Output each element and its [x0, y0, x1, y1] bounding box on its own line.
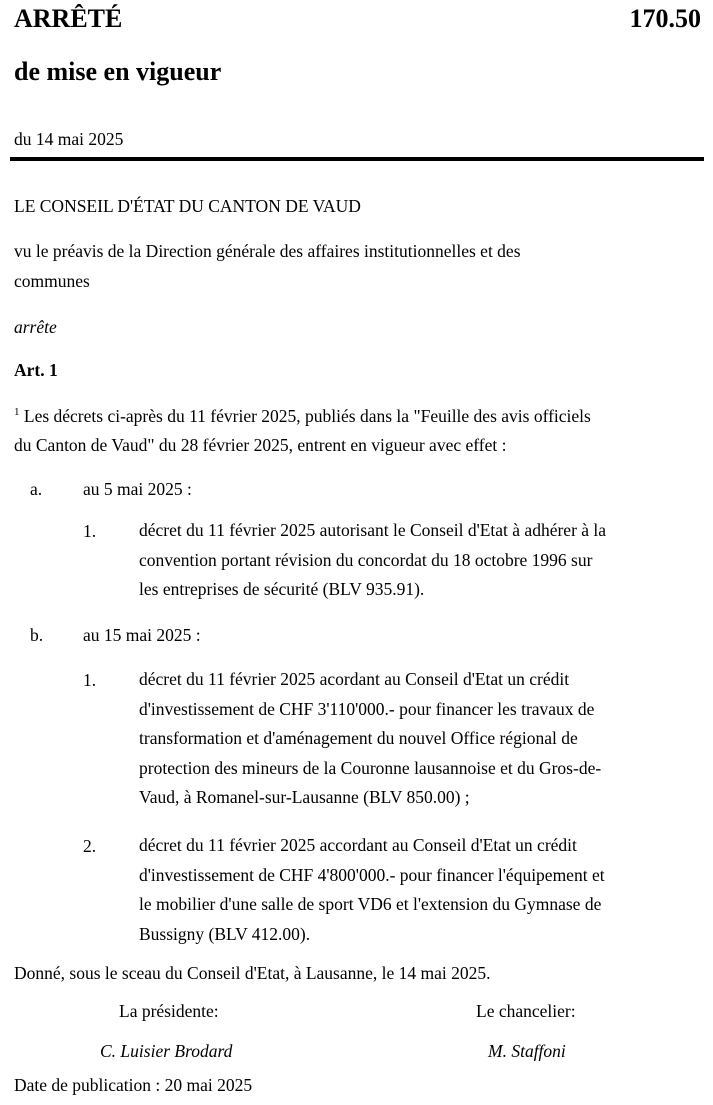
subitem-line: protection des mineurs de la Couronne lausannoise et du Gros-de- — [139, 757, 602, 778]
document-date: du 14 mai 2025 — [14, 129, 124, 149]
subitem-line: convention portant révision du concordat du 18 octobre 1996 sur — [139, 549, 593, 570]
subitem-line: d'investissement de CHF 3'110'000.- pour financer les travaux de — [139, 698, 595, 719]
subitem-line: le mobilier d'une salle de sport VD6 et l'extension du Gymnase de — [139, 894, 602, 914]
subitem-number-a1: 1. — [83, 521, 97, 541]
header-divider — [10, 157, 704, 161]
president-name: C. Luisier Brodard — [100, 1041, 233, 1061]
item-letter-b: b. — [30, 625, 44, 645]
subitem-line: d'investissement de CHF 4'800'000.- pour financer l'équipement et — [139, 864, 605, 885]
paragraph-line-2: du Canton de Vaud" du 28 février 2025, entrent en vigueur avec effet : — [14, 435, 507, 455]
item-heading-b: au 15 mai 2025 : — [83, 625, 201, 645]
subitem-line: décret du 11 février 2025 autorisant le Conseil d'Etat à adhérer à la — [139, 520, 607, 540]
item-letter-a: a. — [30, 479, 43, 499]
preamble-line-1: vu le préavis de la Direction générale des affaires institutionnelles et des — [14, 241, 521, 261]
subitem-text-b2 — [139, 831, 605, 949]
subitem-line: décret du 11 février 2025 accordant au Conseil d'Etat un crédit — [139, 835, 577, 855]
item-heading-a: au 5 mai 2025 : — [83, 479, 192, 499]
article-title: Art. 1 — [14, 360, 58, 380]
chancellor-role: Le chancelier: — [476, 1001, 576, 1021]
subitem-number-b1: 1. — [83, 670, 97, 690]
subitem-line: décret du 11 février 2025 acordant au Conseil d'Etat un crédit — [139, 669, 570, 689]
subitem-text-a1 — [139, 516, 606, 605]
decree-word: arrête — [14, 317, 57, 337]
president-role: La présidente: — [119, 1001, 219, 1021]
paragraph-marker: 1 — [14, 406, 20, 419]
preamble-line-2: communes — [14, 271, 90, 291]
paragraph-line-1 — [14, 401, 591, 431]
issuing-authority: LE CONSEIL D'ÉTAT DU CANTON DE VAUD — [14, 196, 361, 216]
subitem-text-b1 — [139, 665, 601, 813]
paragraph-text-1: Les décrets ci-après du 11 février 2025, publiés dans la "Feuille des avis officiels — [19, 406, 591, 426]
subitem-line: Bussigny (BLV 412.00). — [139, 923, 311, 944]
document-type: ARRÊTÉ — [14, 4, 123, 33]
chancellor-name: M. Staffoni — [488, 1041, 566, 1061]
given-statement: Donné, sous le sceau du Conseil d'Etat, à Lausanne, le 14 mai 2025. — [14, 963, 491, 983]
subitem-line: les entreprises de sécurité (BLV 935.91). — [139, 579, 425, 599]
subitem-number-b2: 2. — [83, 836, 97, 856]
publication-date: Date de publication : 20 mai 2025 — [14, 1075, 253, 1095]
subitem-line: Vaud, à Romanel-sur-Lausanne (BLV 850.00) ; — [139, 787, 470, 807]
document-subtitle: de mise en vigueur — [14, 57, 222, 86]
subitem-line: transformation et d'aménagement du nouvel Office régional de — [139, 728, 578, 748]
document-number: 170.50 — [629, 4, 701, 33]
